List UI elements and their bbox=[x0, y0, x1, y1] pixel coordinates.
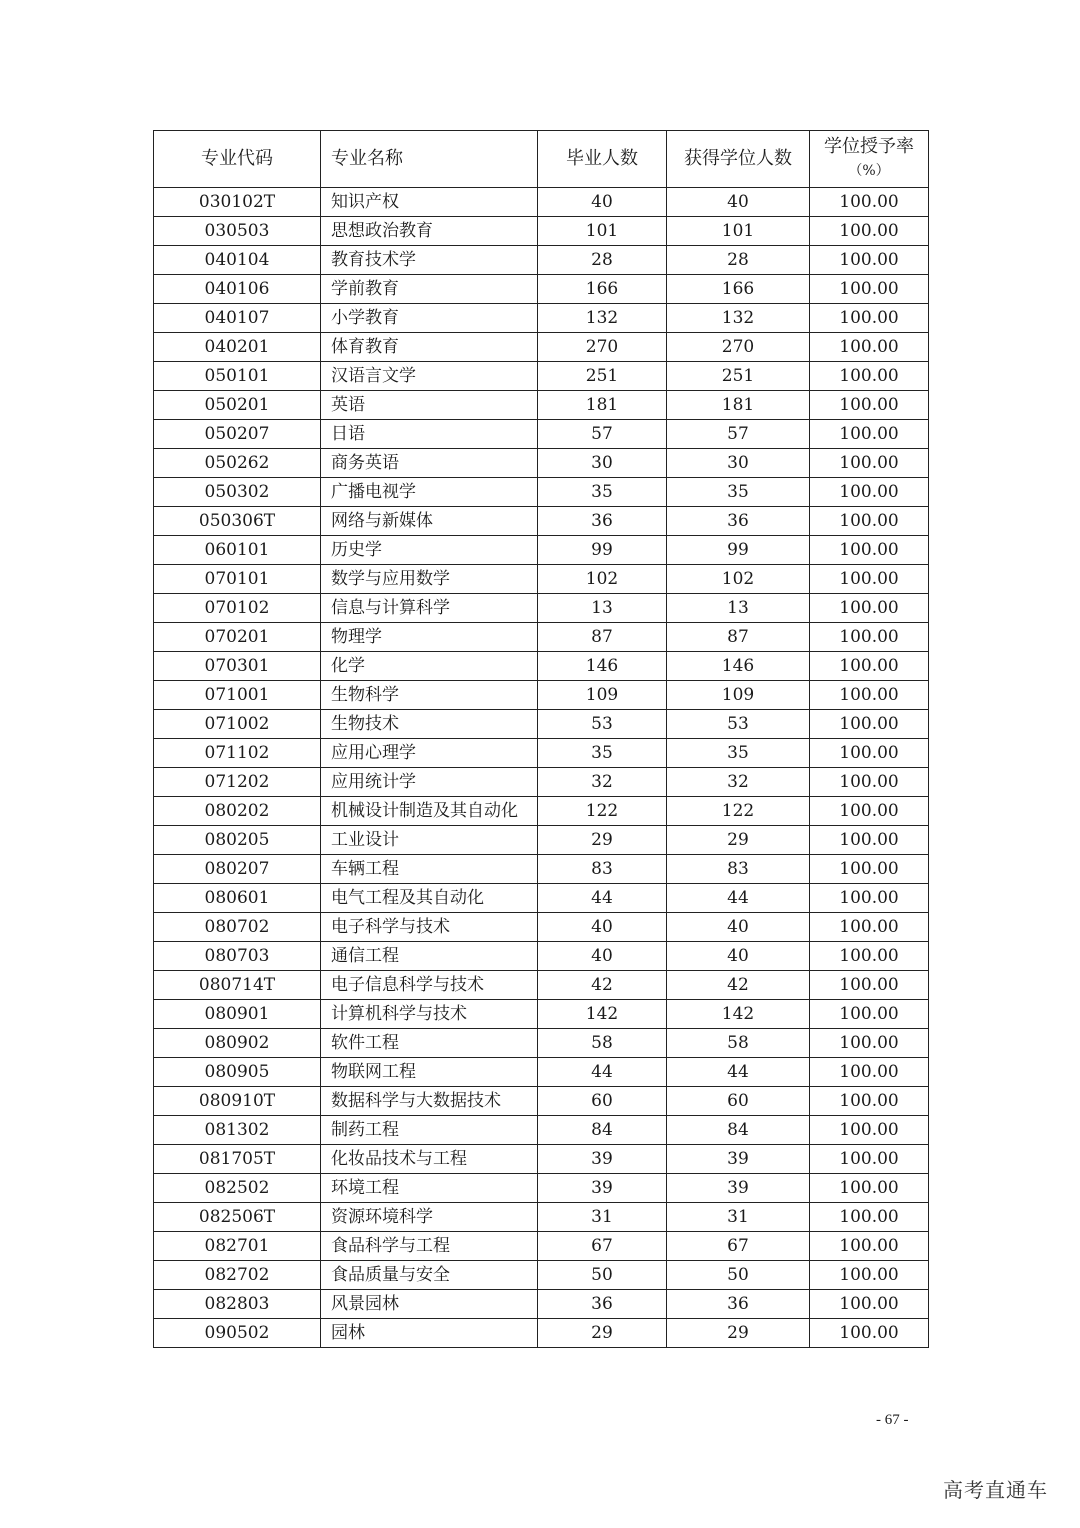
cell-name: 工业设计 bbox=[321, 826, 538, 855]
cell-name: 通信工程 bbox=[321, 942, 538, 971]
cell-name: 广播电视学 bbox=[321, 478, 538, 507]
cell-degrees: 30 bbox=[667, 449, 810, 478]
cell-code: 030102T bbox=[154, 188, 321, 217]
cell-code: 082701 bbox=[154, 1232, 321, 1261]
table-row bbox=[154, 420, 929, 449]
cell-rate: 100.00 bbox=[810, 304, 929, 333]
cell-degrees: 109 bbox=[667, 681, 810, 710]
table-row bbox=[154, 1145, 929, 1174]
table-row bbox=[154, 1058, 929, 1087]
table-row bbox=[154, 913, 929, 942]
degree-table bbox=[153, 130, 929, 1348]
cell-rate: 100.00 bbox=[810, 1261, 929, 1290]
cell-name: 小学教育 bbox=[321, 304, 538, 333]
cell-name: 网络与新媒体 bbox=[321, 507, 538, 536]
cell-degrees: 35 bbox=[667, 739, 810, 768]
cell-rate: 100.00 bbox=[810, 971, 929, 1000]
cell-name: 应用统计学 bbox=[321, 768, 538, 797]
table-row bbox=[154, 623, 929, 652]
cell-code: 082803 bbox=[154, 1290, 321, 1319]
cell-graduates: 101 bbox=[538, 217, 667, 246]
table-body bbox=[154, 188, 929, 1348]
cell-graduates: 40 bbox=[538, 913, 667, 942]
cell-rate: 100.00 bbox=[810, 710, 929, 739]
table-row bbox=[154, 652, 929, 681]
cell-name: 化学 bbox=[321, 652, 538, 681]
cell-rate: 100.00 bbox=[810, 652, 929, 681]
cell-name: 化妆品技术与工程 bbox=[321, 1145, 538, 1174]
cell-code: 080902 bbox=[154, 1029, 321, 1058]
cell-code: 050262 bbox=[154, 449, 321, 478]
header-graduates: 毕业人数 bbox=[538, 131, 667, 188]
cell-rate: 100.00 bbox=[810, 565, 929, 594]
cell-degrees: 40 bbox=[667, 188, 810, 217]
header-name: 专业名称 bbox=[321, 131, 538, 188]
header-degrees: 获得学位人数 bbox=[667, 131, 810, 188]
cell-degrees: 28 bbox=[667, 246, 810, 275]
cell-degrees: 39 bbox=[667, 1145, 810, 1174]
cell-code: 082506T bbox=[154, 1203, 321, 1232]
cell-code: 081705T bbox=[154, 1145, 321, 1174]
cell-graduates: 109 bbox=[538, 681, 667, 710]
cell-degrees: 142 bbox=[667, 1000, 810, 1029]
cell-graduates: 44 bbox=[538, 884, 667, 913]
cell-name: 软件工程 bbox=[321, 1029, 538, 1058]
cell-graduates: 142 bbox=[538, 1000, 667, 1029]
cell-degrees: 57 bbox=[667, 420, 810, 449]
table-row bbox=[154, 507, 929, 536]
cell-name: 车辆工程 bbox=[321, 855, 538, 884]
cell-name: 信息与计算科学 bbox=[321, 594, 538, 623]
cell-code: 040201 bbox=[154, 333, 321, 362]
cell-graduates: 31 bbox=[538, 1203, 667, 1232]
cell-code: 040104 bbox=[154, 246, 321, 275]
header-rate-unit: （%） bbox=[848, 163, 890, 179]
cell-code: 082702 bbox=[154, 1261, 321, 1290]
cell-rate: 100.00 bbox=[810, 275, 929, 304]
cell-rate: 100.00 bbox=[810, 797, 929, 826]
cell-rate: 100.00 bbox=[810, 333, 929, 362]
cell-graduates: 29 bbox=[538, 1319, 667, 1348]
cell-name: 食品科学与工程 bbox=[321, 1232, 538, 1261]
cell-code: 081302 bbox=[154, 1116, 321, 1145]
cell-name: 物理学 bbox=[321, 623, 538, 652]
cell-code: 071202 bbox=[154, 768, 321, 797]
cell-degrees: 40 bbox=[667, 942, 810, 971]
cell-rate: 100.00 bbox=[810, 768, 929, 797]
cell-graduates: 28 bbox=[538, 246, 667, 275]
cell-code: 080910T bbox=[154, 1087, 321, 1116]
cell-graduates: 270 bbox=[538, 333, 667, 362]
header-rate-label: 学位授予率 bbox=[824, 136, 914, 157]
cell-code: 070201 bbox=[154, 623, 321, 652]
cell-code: 050101 bbox=[154, 362, 321, 391]
table-row bbox=[154, 884, 929, 913]
table-row bbox=[154, 1319, 929, 1348]
table-row bbox=[154, 1261, 929, 1290]
cell-graduates: 39 bbox=[538, 1145, 667, 1174]
cell-name: 思想政治教育 bbox=[321, 217, 538, 246]
cell-name: 风景园林 bbox=[321, 1290, 538, 1319]
cell-graduates: 30 bbox=[538, 449, 667, 478]
cell-rate: 100.00 bbox=[810, 1029, 929, 1058]
cell-degrees: 29 bbox=[667, 826, 810, 855]
cell-code: 080714T bbox=[154, 971, 321, 1000]
cell-graduates: 84 bbox=[538, 1116, 667, 1145]
cell-name: 数学与应用数学 bbox=[321, 565, 538, 594]
table-row bbox=[154, 333, 929, 362]
cell-degrees: 40 bbox=[667, 913, 810, 942]
cell-degrees: 122 bbox=[667, 797, 810, 826]
table-row bbox=[154, 1290, 929, 1319]
cell-rate: 100.00 bbox=[810, 1000, 929, 1029]
cell-degrees: 39 bbox=[667, 1174, 810, 1203]
cell-rate: 100.00 bbox=[810, 855, 929, 884]
cell-degrees: 166 bbox=[667, 275, 810, 304]
cell-name: 教育技术学 bbox=[321, 246, 538, 275]
cell-rate: 100.00 bbox=[810, 217, 929, 246]
cell-graduates: 32 bbox=[538, 768, 667, 797]
cell-name: 电气工程及其自动化 bbox=[321, 884, 538, 913]
cell-degrees: 42 bbox=[667, 971, 810, 1000]
cell-rate: 100.00 bbox=[810, 246, 929, 275]
cell-graduates: 132 bbox=[538, 304, 667, 333]
cell-code: 080905 bbox=[154, 1058, 321, 1087]
cell-name: 计算机科学与技术 bbox=[321, 1000, 538, 1029]
cell-rate: 100.00 bbox=[810, 1058, 929, 1087]
cell-graduates: 57 bbox=[538, 420, 667, 449]
cell-code: 080205 bbox=[154, 826, 321, 855]
cell-graduates: 87 bbox=[538, 623, 667, 652]
cell-rate: 100.00 bbox=[810, 1174, 929, 1203]
cell-code: 080207 bbox=[154, 855, 321, 884]
cell-graduates: 122 bbox=[538, 797, 667, 826]
cell-code: 060101 bbox=[154, 536, 321, 565]
cell-graduates: 251 bbox=[538, 362, 667, 391]
header-rate bbox=[810, 131, 929, 188]
table-row bbox=[154, 217, 929, 246]
cell-name: 电子科学与技术 bbox=[321, 913, 538, 942]
cell-graduates: 40 bbox=[538, 188, 667, 217]
cell-degrees: 251 bbox=[667, 362, 810, 391]
cell-degrees: 44 bbox=[667, 884, 810, 913]
watermark-text: 高考直通车 bbox=[943, 1478, 1048, 1502]
cell-degrees: 87 bbox=[667, 623, 810, 652]
table-row bbox=[154, 594, 929, 623]
table-row bbox=[154, 797, 929, 826]
cell-name: 汉语言文学 bbox=[321, 362, 538, 391]
cell-code: 071002 bbox=[154, 710, 321, 739]
cell-name: 环境工程 bbox=[321, 1174, 538, 1203]
cell-degrees: 35 bbox=[667, 478, 810, 507]
cell-rate: 100.00 bbox=[810, 942, 929, 971]
header-code: 专业代码 bbox=[154, 131, 321, 188]
table-row bbox=[154, 942, 929, 971]
cell-graduates: 60 bbox=[538, 1087, 667, 1116]
cell-name: 制药工程 bbox=[321, 1116, 538, 1145]
cell-graduates: 35 bbox=[538, 478, 667, 507]
cell-rate: 100.00 bbox=[810, 507, 929, 536]
cell-graduates: 53 bbox=[538, 710, 667, 739]
cell-degrees: 36 bbox=[667, 1290, 810, 1319]
cell-graduates: 67 bbox=[538, 1232, 667, 1261]
cell-graduates: 13 bbox=[538, 594, 667, 623]
cell-rate: 100.00 bbox=[810, 826, 929, 855]
table-row bbox=[154, 1203, 929, 1232]
cell-degrees: 181 bbox=[667, 391, 810, 420]
table-row bbox=[154, 768, 929, 797]
cell-degrees: 67 bbox=[667, 1232, 810, 1261]
cell-rate: 100.00 bbox=[810, 536, 929, 565]
table-row bbox=[154, 739, 929, 768]
cell-rate: 100.00 bbox=[810, 623, 929, 652]
cell-graduates: 166 bbox=[538, 275, 667, 304]
cell-rate: 100.00 bbox=[810, 449, 929, 478]
table-row bbox=[154, 710, 929, 739]
cell-graduates: 36 bbox=[538, 507, 667, 536]
cell-code: 080601 bbox=[154, 884, 321, 913]
table-row bbox=[154, 449, 929, 478]
cell-degrees: 29 bbox=[667, 1319, 810, 1348]
cell-graduates: 102 bbox=[538, 565, 667, 594]
page-number: - 67 - bbox=[876, 1412, 909, 1428]
table-row bbox=[154, 1232, 929, 1261]
table-header bbox=[154, 131, 929, 188]
cell-rate: 100.00 bbox=[810, 1319, 929, 1348]
cell-graduates: 99 bbox=[538, 536, 667, 565]
cell-graduates: 83 bbox=[538, 855, 667, 884]
cell-graduates: 36 bbox=[538, 1290, 667, 1319]
cell-graduates: 181 bbox=[538, 391, 667, 420]
table-row bbox=[154, 188, 929, 217]
cell-name: 历史学 bbox=[321, 536, 538, 565]
cell-name: 知识产权 bbox=[321, 188, 538, 217]
table-row bbox=[154, 536, 929, 565]
cell-name: 园林 bbox=[321, 1319, 538, 1348]
cell-degrees: 58 bbox=[667, 1029, 810, 1058]
table-row bbox=[154, 971, 929, 1000]
cell-name: 数据科学与大数据技术 bbox=[321, 1087, 538, 1116]
cell-graduates: 44 bbox=[538, 1058, 667, 1087]
cell-name: 食品质量与安全 bbox=[321, 1261, 538, 1290]
cell-code: 070102 bbox=[154, 594, 321, 623]
cell-rate: 100.00 bbox=[810, 594, 929, 623]
cell-code: 070101 bbox=[154, 565, 321, 594]
cell-rate: 100.00 bbox=[810, 1145, 929, 1174]
cell-graduates: 29 bbox=[538, 826, 667, 855]
cell-degrees: 99 bbox=[667, 536, 810, 565]
cell-code: 050201 bbox=[154, 391, 321, 420]
cell-rate: 100.00 bbox=[810, 913, 929, 942]
cell-code: 050306T bbox=[154, 507, 321, 536]
cell-name: 机械设计制造及其自动化 bbox=[321, 797, 538, 826]
cell-name: 物联网工程 bbox=[321, 1058, 538, 1087]
cell-degrees: 101 bbox=[667, 217, 810, 246]
cell-code: 050207 bbox=[154, 420, 321, 449]
cell-degrees: 32 bbox=[667, 768, 810, 797]
table-row bbox=[154, 478, 929, 507]
cell-rate: 100.00 bbox=[810, 884, 929, 913]
cell-graduates: 42 bbox=[538, 971, 667, 1000]
cell-code: 071001 bbox=[154, 681, 321, 710]
cell-name: 学前教育 bbox=[321, 275, 538, 304]
cell-name: 电子信息科学与技术 bbox=[321, 971, 538, 1000]
table-row bbox=[154, 391, 929, 420]
cell-degrees: 84 bbox=[667, 1116, 810, 1145]
cell-code: 082502 bbox=[154, 1174, 321, 1203]
cell-rate: 100.00 bbox=[810, 739, 929, 768]
table-row bbox=[154, 565, 929, 594]
cell-code: 070301 bbox=[154, 652, 321, 681]
cell-code: 080202 bbox=[154, 797, 321, 826]
cell-rate: 100.00 bbox=[810, 420, 929, 449]
cell-name: 资源环境科学 bbox=[321, 1203, 538, 1232]
table-row bbox=[154, 1000, 929, 1029]
cell-degrees: 270 bbox=[667, 333, 810, 362]
table-row bbox=[154, 304, 929, 333]
table-row bbox=[154, 1116, 929, 1145]
cell-name: 商务英语 bbox=[321, 449, 538, 478]
table-row bbox=[154, 1029, 929, 1058]
table-row bbox=[154, 826, 929, 855]
cell-rate: 100.00 bbox=[810, 478, 929, 507]
cell-graduates: 39 bbox=[538, 1174, 667, 1203]
cell-code: 090502 bbox=[154, 1319, 321, 1348]
cell-degrees: 132 bbox=[667, 304, 810, 333]
cell-degrees: 36 bbox=[667, 507, 810, 536]
cell-degrees: 83 bbox=[667, 855, 810, 884]
table-row bbox=[154, 1087, 929, 1116]
cell-graduates: 50 bbox=[538, 1261, 667, 1290]
cell-degrees: 31 bbox=[667, 1203, 810, 1232]
cell-code: 080901 bbox=[154, 1000, 321, 1029]
cell-name: 日语 bbox=[321, 420, 538, 449]
cell-code: 050302 bbox=[154, 478, 321, 507]
cell-rate: 100.00 bbox=[810, 1232, 929, 1261]
cell-degrees: 53 bbox=[667, 710, 810, 739]
cell-code: 030503 bbox=[154, 217, 321, 246]
cell-rate: 100.00 bbox=[810, 1116, 929, 1145]
cell-name: 应用心理学 bbox=[321, 739, 538, 768]
cell-degrees: 50 bbox=[667, 1261, 810, 1290]
table-row bbox=[154, 855, 929, 884]
cell-graduates: 35 bbox=[538, 739, 667, 768]
cell-code: 040107 bbox=[154, 304, 321, 333]
cell-rate: 100.00 bbox=[810, 391, 929, 420]
header-row bbox=[154, 131, 929, 188]
cell-rate: 100.00 bbox=[810, 681, 929, 710]
cell-rate: 100.00 bbox=[810, 362, 929, 391]
cell-graduates: 146 bbox=[538, 652, 667, 681]
cell-degrees: 60 bbox=[667, 1087, 810, 1116]
cell-rate: 100.00 bbox=[810, 1203, 929, 1232]
cell-graduates: 40 bbox=[538, 942, 667, 971]
cell-graduates: 58 bbox=[538, 1029, 667, 1058]
cell-degrees: 13 bbox=[667, 594, 810, 623]
table-row bbox=[154, 362, 929, 391]
cell-code: 080702 bbox=[154, 913, 321, 942]
cell-code: 071102 bbox=[154, 739, 321, 768]
cell-code: 080703 bbox=[154, 942, 321, 971]
table-row bbox=[154, 681, 929, 710]
cell-rate: 100.00 bbox=[810, 1290, 929, 1319]
cell-degrees: 44 bbox=[667, 1058, 810, 1087]
cell-code: 040106 bbox=[154, 275, 321, 304]
cell-name: 生物科学 bbox=[321, 681, 538, 710]
cell-name: 英语 bbox=[321, 391, 538, 420]
table-row bbox=[154, 246, 929, 275]
cell-rate: 100.00 bbox=[810, 1087, 929, 1116]
cell-name: 体育教育 bbox=[321, 333, 538, 362]
cell-name: 生物技术 bbox=[321, 710, 538, 739]
cell-degrees: 146 bbox=[667, 652, 810, 681]
cell-degrees: 102 bbox=[667, 565, 810, 594]
table-row bbox=[154, 1174, 929, 1203]
cell-rate: 100.00 bbox=[810, 188, 929, 217]
table-row bbox=[154, 275, 929, 304]
